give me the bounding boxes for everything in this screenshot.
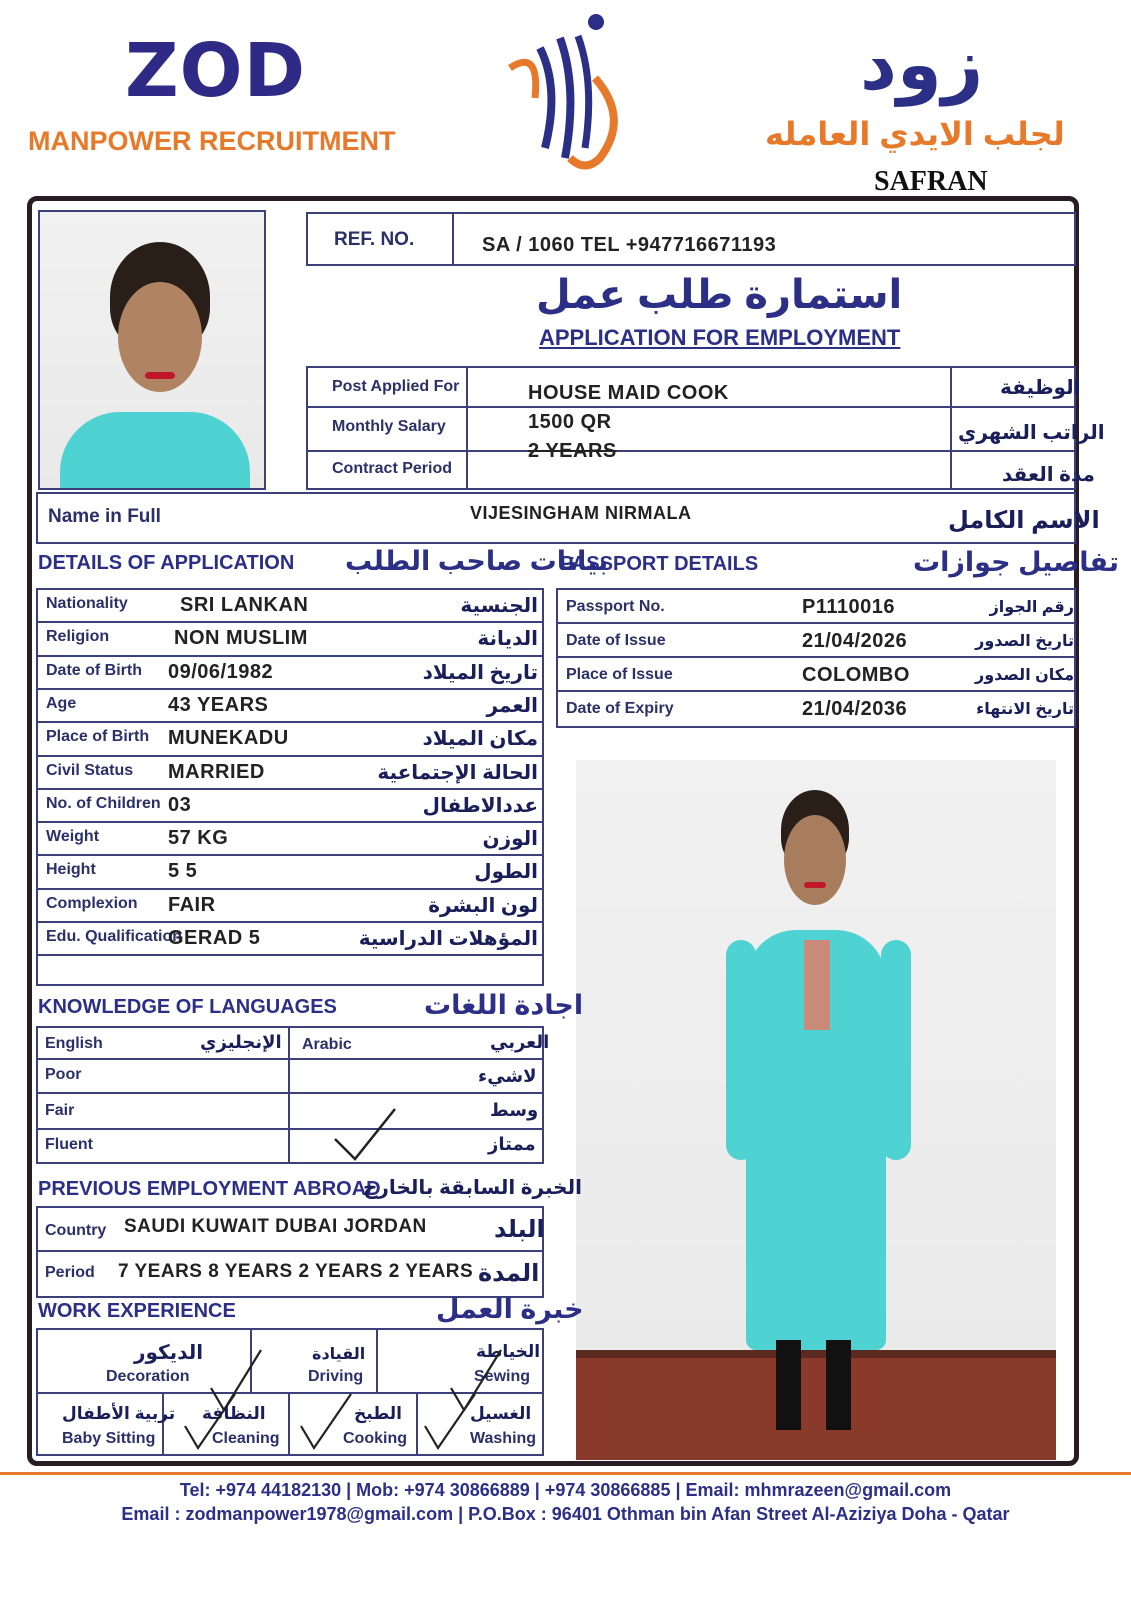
passport-label-arabic: تاريخ الانتهاء (976, 701, 1074, 718)
detail-label: Place of Birth (46, 728, 150, 746)
post-label-arabic: الوظيفة (1000, 377, 1081, 399)
skill-babysitting: Baby Sitting (62, 1430, 156, 1447)
passport-label: Date of Issue (566, 632, 666, 649)
skill-sewing: Sewing (474, 1368, 531, 1385)
passport-title: PASSPORT DETAILS (560, 553, 759, 575)
detail-label: No. of Children (46, 794, 161, 812)
country-label: Country (45, 1222, 107, 1239)
detail-label: Weight (46, 828, 100, 846)
detail-value: 03 (168, 793, 192, 816)
level-poor-arabic: لاشيء (478, 1066, 537, 1086)
detail-label: Age (46, 694, 77, 712)
brand-name-arabic: زود (860, 25, 984, 105)
passport-label-arabic: تاريخ الصدور (975, 633, 1074, 650)
detail-value: GERAD 5 (168, 927, 261, 949)
detail-label: Nationality (46, 595, 128, 612)
work-title-arabic: خبرة العمل (436, 1294, 584, 1324)
country-label-arabic: البلد (494, 1216, 545, 1243)
detail-label-arabic: لون البشرة (428, 894, 538, 917)
passport-label-arabic: رقم الجواز (989, 599, 1074, 616)
skill-decoration-arabic: الديكور (134, 1342, 204, 1364)
detail-value: 57 KG (168, 827, 229, 850)
detail-value: 09/06/1982 (168, 660, 274, 683)
previous-title: PREVIOUS EMPLOYMENT ABROAD (38, 1178, 381, 1200)
detail-label-arabic: العمر (486, 694, 538, 717)
cleaning-checkmark (180, 1392, 240, 1452)
skill-cooking: Cooking (343, 1430, 407, 1447)
detail-value: MARRIED (168, 760, 265, 783)
passport-value: 21/04/2026 (802, 630, 908, 652)
detail-value: MUNEKADU (168, 727, 289, 750)
previous-title-arabic: الخبرة السابقة بالخارج (363, 1177, 582, 1199)
level-poor: Poor (45, 1066, 82, 1083)
english-label-arabic: الإنجليزي (200, 1032, 282, 1052)
passport-title-arabic: تفاصيل جوازات (913, 547, 1119, 577)
form-title-arabic: استمارة طلب عمل (536, 273, 903, 317)
detail-label: Complexion (46, 894, 138, 912)
brand-subtitle: MANPOWER RECRUITMENT (28, 126, 396, 156)
english-label: English (45, 1035, 103, 1052)
level-fluent-arabic: ممتاز (488, 1134, 536, 1154)
skill-babysitting-arabic: تربية الأطفال (62, 1404, 176, 1423)
details-title: DETAILS OF APPLICATION (38, 552, 295, 574)
detail-label-arabic: تاريخ الميلاد (422, 661, 538, 684)
detail-label-arabic: الجنسية (460, 595, 538, 617)
passport-label: Date of Expiry (566, 700, 674, 717)
work-title: WORK EXPERIENCE (38, 1300, 236, 1322)
skill-cleaning: Cleaning (212, 1430, 280, 1447)
languages-title-arabic: اجادة اللغات (424, 990, 584, 1020)
skill-washing: Washing (470, 1430, 537, 1447)
washing-checkmark (420, 1392, 480, 1452)
country-values: SAUDI KUWAIT DUBAI JORDAN (124, 1216, 427, 1237)
contract-label: Contract Period (332, 460, 453, 477)
languages-table (36, 1026, 544, 1164)
company-logo (500, 8, 640, 178)
skill-decoration: Decoration (106, 1368, 190, 1385)
arabic-label-arabic: العربي (490, 1032, 550, 1052)
detail-label-arabic: الحالة الإجتماعية (377, 761, 538, 784)
footer-line-2: Email : zodmanpower1978@gmail.com | P.O.Box : 96401 Othman bin Afan Street Al-Aziziya Doha - Qatar (121, 1504, 1010, 1524)
detail-value: FAIR (168, 893, 216, 916)
applicant-portrait (38, 210, 266, 490)
post-label: Post Applied For (332, 378, 460, 395)
detail-label-arabic: الوزن (482, 828, 538, 851)
name-label: Name in Full (48, 506, 161, 527)
detail-label-arabic: عددالاطفال (422, 794, 538, 817)
period-label: Period (45, 1264, 95, 1281)
detail-value: SRI LANKAN (180, 594, 309, 616)
passport-label-arabic: مكان الصدور (975, 667, 1074, 684)
languages-title: KNOWLEDGE OF LANGUAGES (38, 996, 337, 1018)
skill-driving: Driving (308, 1368, 364, 1385)
salary-label: Monthly Salary (332, 418, 446, 435)
detail-label-arabic: الطول (474, 861, 538, 884)
detail-value: 43 YEARS (168, 693, 269, 716)
form-title: APPLICATION FOR EMPLOYMENT (539, 325, 901, 350)
passport-label: Place of Issue (566, 666, 673, 683)
detail-label: Edu. Qualification (46, 928, 183, 945)
name-label-arabic: الاسم الكامل (948, 507, 1100, 534)
detail-label: Date of Birth (46, 661, 142, 679)
name-value: VIJESINGHAM NIRMALA (470, 503, 692, 523)
detail-label: Height (46, 861, 96, 879)
applicant-full-photo (576, 760, 1056, 1460)
cooking-checkmark (296, 1392, 356, 1452)
agent-name: SAFRAN (874, 166, 988, 197)
brand-name: ZOD (125, 28, 306, 114)
period-label-arabic: المدة (478, 1260, 540, 1287)
skill-sewing-arabic: الخياطة (476, 1342, 541, 1361)
detail-label-arabic: الديانة (477, 628, 538, 651)
post-value: HOUSE MAID COOK (528, 382, 729, 404)
skill-driving-arabic: القيادة (312, 1346, 366, 1363)
footer-line-1: Tel: +974 44182130 | Mob: +974 30866889 | +974 30866885 | Email: mhmrazeen@gmail.com (179, 1480, 952, 1500)
footer-divider (0, 1472, 1131, 1475)
level-fair: Fair (45, 1102, 75, 1119)
salary-label-arabic: الراتب الشهري (958, 422, 1105, 444)
level-fair-arabic: وسط (490, 1100, 539, 1120)
skill-washing-arabic: الغسيل (470, 1404, 532, 1423)
ref-value: SA / 1060 TEL +947716671193 (482, 234, 777, 256)
passport-value: COLOMBO (802, 664, 910, 686)
detail-label: Religion (46, 628, 110, 646)
level-fluent: Fluent (45, 1136, 93, 1153)
arabic-fluent-checkmark (330, 1104, 400, 1164)
ref-label: REF. NO. (334, 229, 415, 250)
skill-cleaning-arabic: النظافة (202, 1404, 266, 1423)
detail-label-arabic: مكان الميلاد (422, 728, 538, 751)
passport-label: Passport No. (566, 598, 665, 615)
detail-value: NON MUSLIM (174, 627, 308, 650)
passport-value: P1110016 (802, 596, 895, 618)
detail-label: Civil Status (46, 761, 134, 779)
skill-cooking-arabic: الطبخ (354, 1404, 402, 1423)
detail-value: 5 5 (168, 860, 198, 883)
salary-value: 1500 QR (528, 411, 612, 433)
brand-subtitle-arabic: لجلب الايدي العامله (765, 116, 1065, 152)
detail-label-arabic: المؤهلات الدراسية (358, 928, 538, 950)
contract-value: 2 YEARS (528, 440, 617, 462)
details-title-arabic: بيانات صاحب الطلب (345, 546, 609, 576)
period-values: 7 YEARS 8 YEARS 2 YEARS 2 YEARS (118, 1261, 474, 1282)
contract-label-arabic: مدة العقد (1002, 464, 1095, 486)
passport-value: 21/04/2036 (802, 698, 908, 720)
arabic-label: Arabic (302, 1036, 352, 1053)
